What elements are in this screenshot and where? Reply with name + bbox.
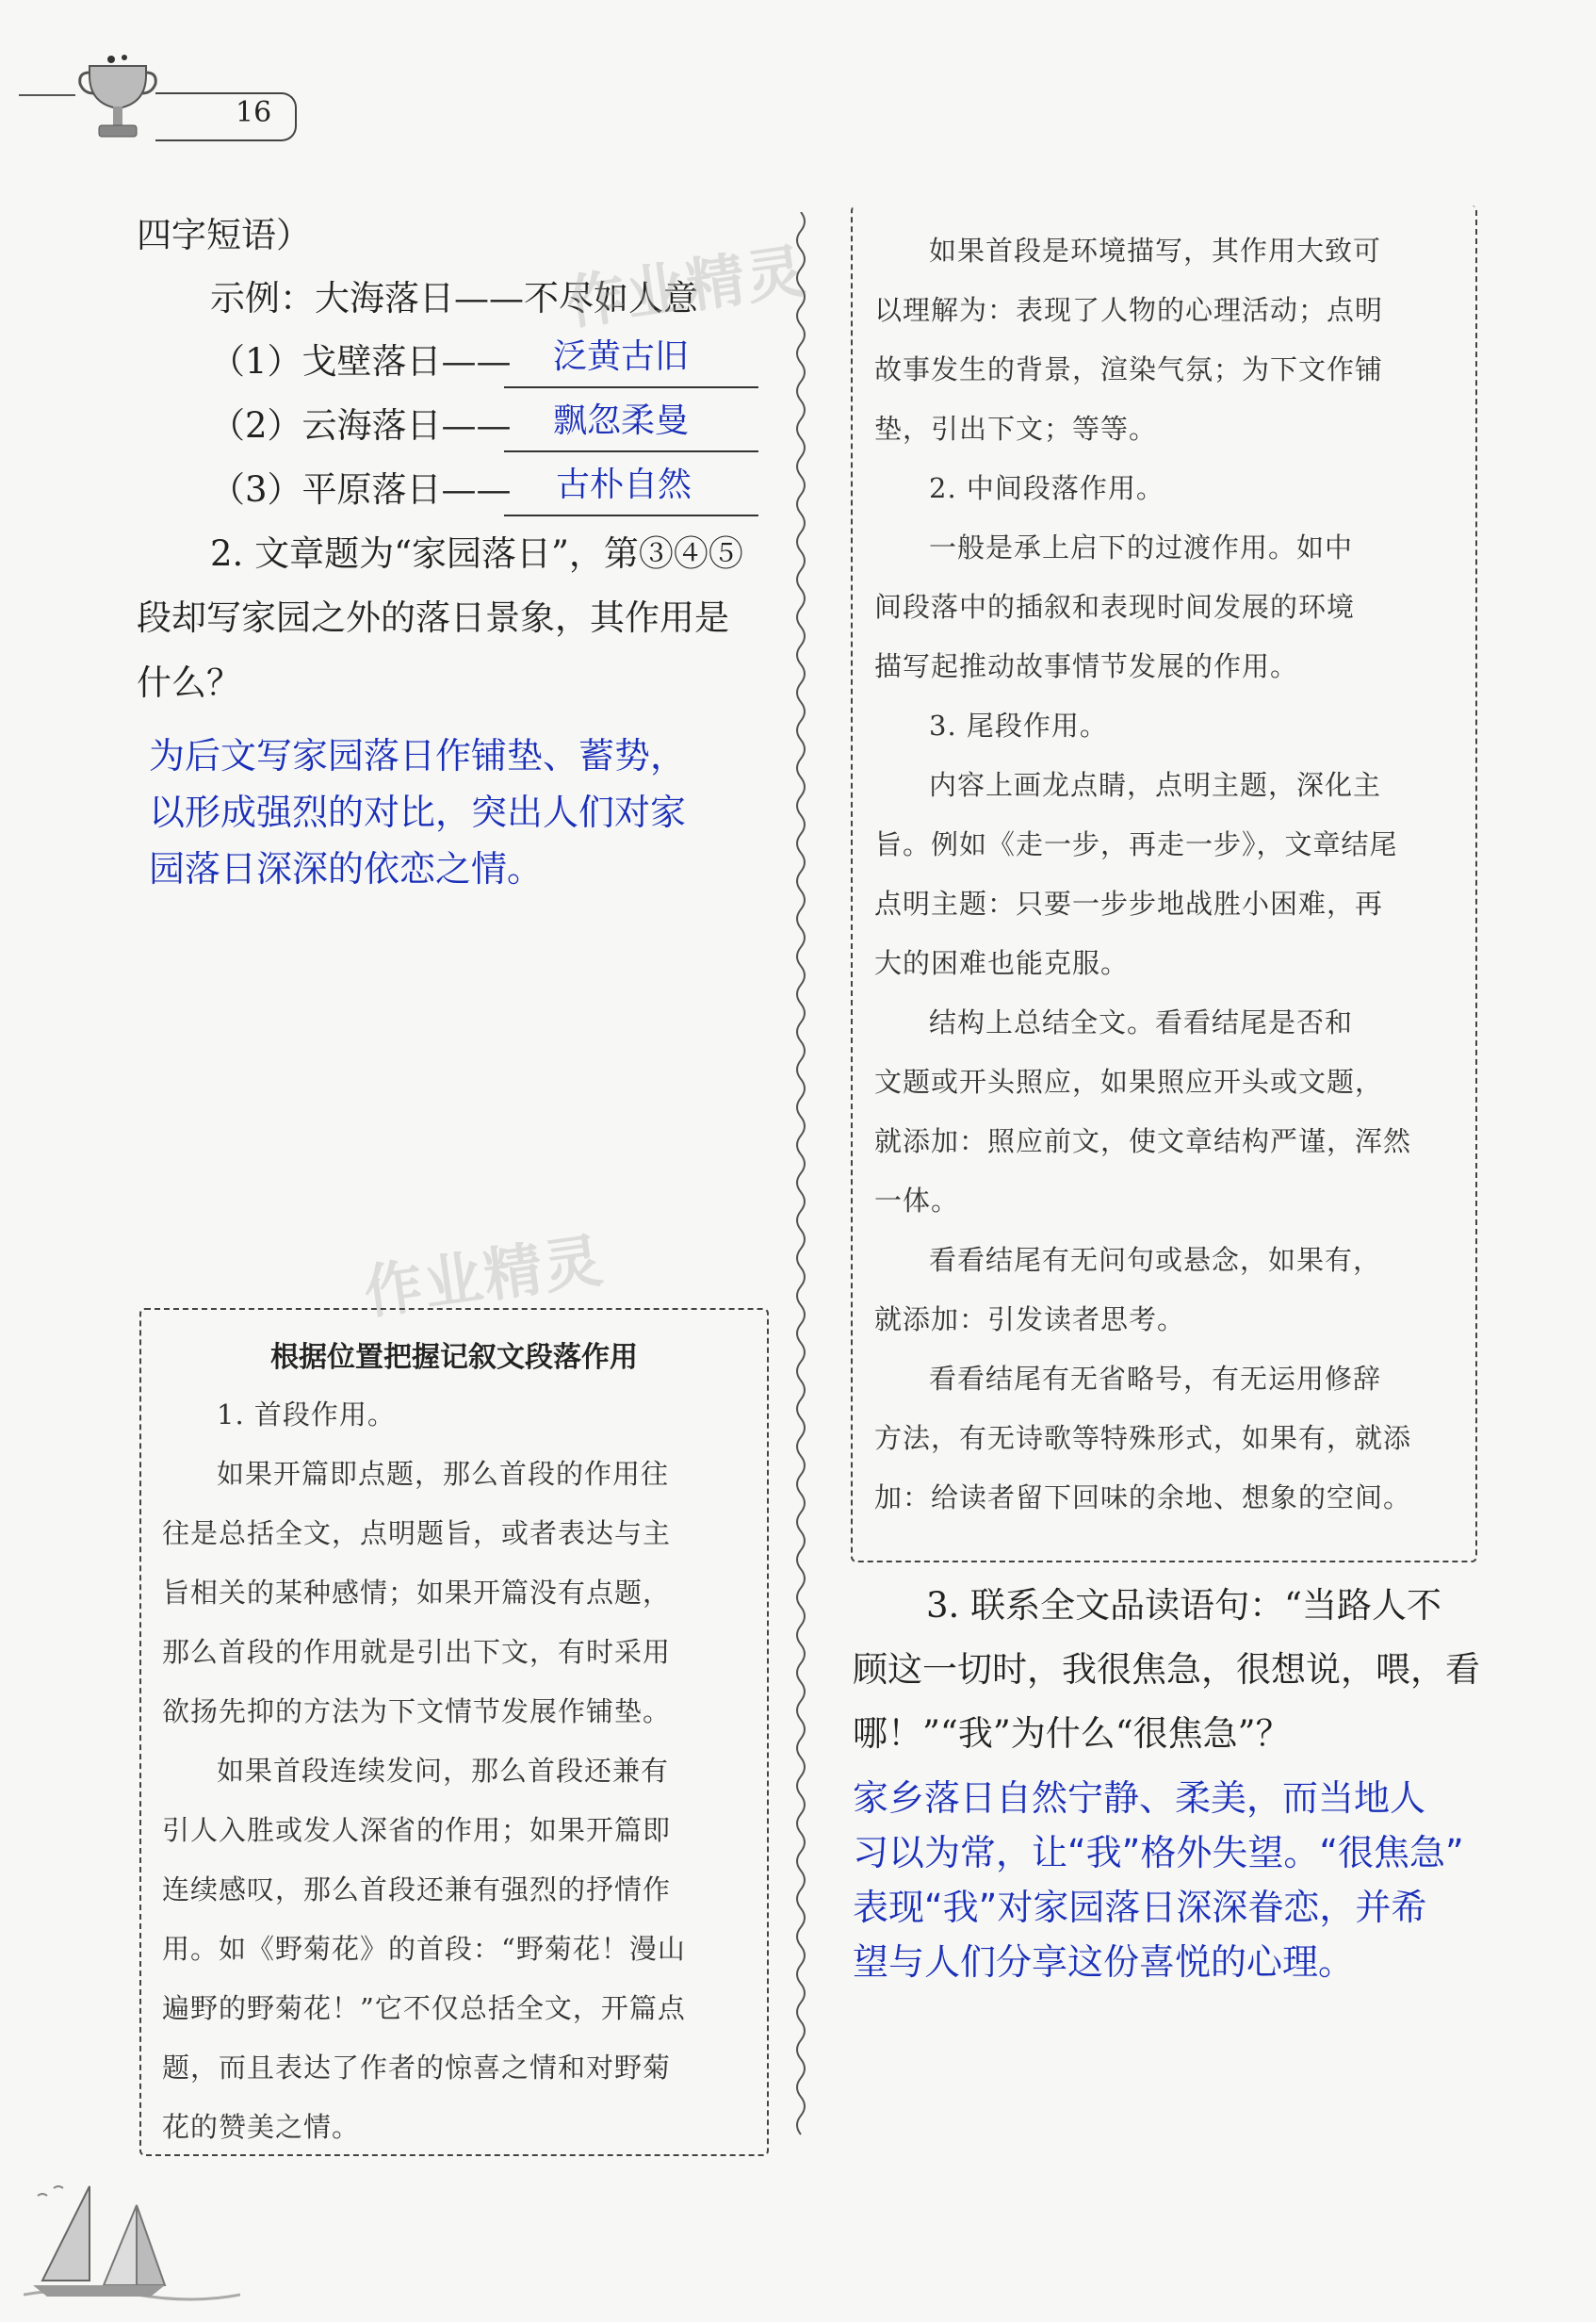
text-line: 如果首段连续发问，那么首段还兼有 <box>217 1755 670 1787</box>
item-answer: 飘忽柔曼 <box>553 401 690 440</box>
text-line: 如果开篇即点题，那么首段的作用往 <box>217 1458 670 1490</box>
answer-blank-line <box>504 450 758 452</box>
question-3-answer-line: 望与人们分享这份喜悦的心理。 <box>853 1941 1355 1983</box>
watermark: 作业精灵 <box>562 236 811 338</box>
tip-box-body <box>162 1385 756 2157</box>
heading-first-paragraph: 1. 首段作用。 <box>217 1398 396 1431</box>
text-line: 描写起推动故事情节发展的作用。 <box>874 650 1299 682</box>
item-label: （3）平原落日—— <box>210 469 512 510</box>
question-3-answer-line: 表现“我”对家园落日深深眷恋，并希 <box>853 1887 1427 1928</box>
trophy-icon <box>75 52 160 146</box>
question-3-answer-line: 家乡落日自然宁静、柔美，而当地人 <box>853 1777 1426 1819</box>
text-line: 引人入胜或发人深省的作用；如果开篇即 <box>162 1814 672 1846</box>
question-2-answer-line: 以形成强烈的对比，突出人们对家 <box>149 792 687 833</box>
text-line: 加：给读者留下回味的余地、想象的空间。 <box>874 1481 1412 1513</box>
question-3-line: 顾这一切时，我很焦急，很想说，喂，看 <box>853 1649 1480 1690</box>
text-line: 故事发生的背景，渲染气氛；为下文作铺 <box>874 353 1384 385</box>
item-answer: 古朴自然 <box>556 466 692 504</box>
question-2-answer-line: 园落日深深的依恋之情。 <box>149 848 544 890</box>
text-line: 就添加：引发读者思考。 <box>874 1303 1186 1335</box>
question-3-line: 3. 联系全文品读语句：“当路人不 <box>926 1585 1441 1626</box>
text-line: 垫，引出下文；等等。 <box>874 413 1158 445</box>
text-line: 花的赞美之情。 <box>162 2111 361 2143</box>
tip-box-title: 根据位置把握记叙文段落作用 <box>270 1341 638 1374</box>
question-3-answer-line: 习以为常，让“我”格外失望。“很焦急” <box>853 1832 1464 1873</box>
item-label: （1）戈壁落日—— <box>210 341 512 382</box>
text-line: 内容上画龙点睛，点明主题，深化主 <box>929 769 1382 801</box>
question-2-line: 什么？ <box>137 662 241 703</box>
text-line: 旨相关的某种感情；如果开篇没有点题， <box>162 1577 672 1609</box>
text-line: 往是总括全文，点明题旨，或者表达与主 <box>162 1517 672 1549</box>
text-line: 就添加：照应前文，使文章结构严谨，浑然 <box>874 1125 1412 1157</box>
text-line: 结构上总结全文。看看结尾是否和 <box>929 1006 1354 1038</box>
answer-blank-line <box>504 515 758 516</box>
item-label: （2）云海落日—— <box>210 405 512 446</box>
text-line: 看看结尾有无问句或悬念，如果有， <box>929 1244 1382 1276</box>
text-line: 一般是承上启下的过渡作用。如中 <box>929 531 1354 564</box>
text-line: 那么首段的作用就是引出下文，有时采用 <box>162 1636 672 1668</box>
text-line: 一体。 <box>874 1185 960 1217</box>
tip-box-continued-body <box>874 221 1463 1528</box>
heading-middle-paragraph: 2. 中间段落作用。 <box>929 472 1164 504</box>
column-divider <box>790 212 812 2144</box>
text-line: 看看结尾有无省略号，有无运用修辞 <box>929 1363 1382 1395</box>
example-text: 示例：大海落日——不尽如人意 <box>210 278 698 319</box>
text-line: 用。如《野菊花》的首段：“野菊花！漫山 <box>162 1933 686 1965</box>
answer-blank-line <box>504 386 758 388</box>
heading-end-paragraph: 3. 尾段作用。 <box>929 710 1108 742</box>
question-2-line: 2. 文章题为“家园落日”，第③④⑤ <box>210 533 743 574</box>
text-line: 间段落中的插叙和表现时间发展的环境 <box>874 591 1356 623</box>
header-rule-left <box>19 94 75 96</box>
question-2-line: 段却写家园之外的落日景象，其作用是 <box>137 597 729 638</box>
text-line: 欲扬先抑的方法为下文情节发展作铺垫。 <box>162 1695 672 1727</box>
text-line: 点明主题：只要一步步地战胜小困难，再 <box>874 888 1384 920</box>
page-number: 16 <box>236 96 272 129</box>
page-number-box <box>155 92 297 141</box>
question-3-line: 哪！”“我”为什么“很焦急”？ <box>853 1713 1291 1754</box>
item-answer: 泛黄古旧 <box>553 337 690 376</box>
text-line: 遍野的野菊花！”它不仅总括全文，开篇点 <box>162 1992 686 2024</box>
continuation-text: 四字短语） <box>137 215 311 255</box>
text-line: 旨。例如《走一步，再走一步》，文章结尾 <box>874 828 1398 860</box>
text-line: 方法，有无诗歌等特殊形式，如果有，就添 <box>874 1422 1412 1454</box>
text-line: 如果首段是环境描写，其作用大致可 <box>929 235 1382 267</box>
question-2-answer-line: 为后文写家园落日作铺垫、蓄势， <box>149 735 687 777</box>
text-line: 大的困难也能克服。 <box>874 947 1130 979</box>
text-line: 文题或开头照应，如果照应开头或文题， <box>874 1066 1384 1098</box>
text-line: 连续感叹，那么首段还兼有强烈的抒情作 <box>162 1873 672 1905</box>
sailboat-icon <box>24 2167 240 2318</box>
watermark: 作业精灵 <box>359 1225 609 1328</box>
text-line: 题，而且表达了作者的惊喜之情和对野菊 <box>162 2052 672 2084</box>
text-line: 以理解为：表现了人物的心理活动；点明 <box>874 294 1384 326</box>
